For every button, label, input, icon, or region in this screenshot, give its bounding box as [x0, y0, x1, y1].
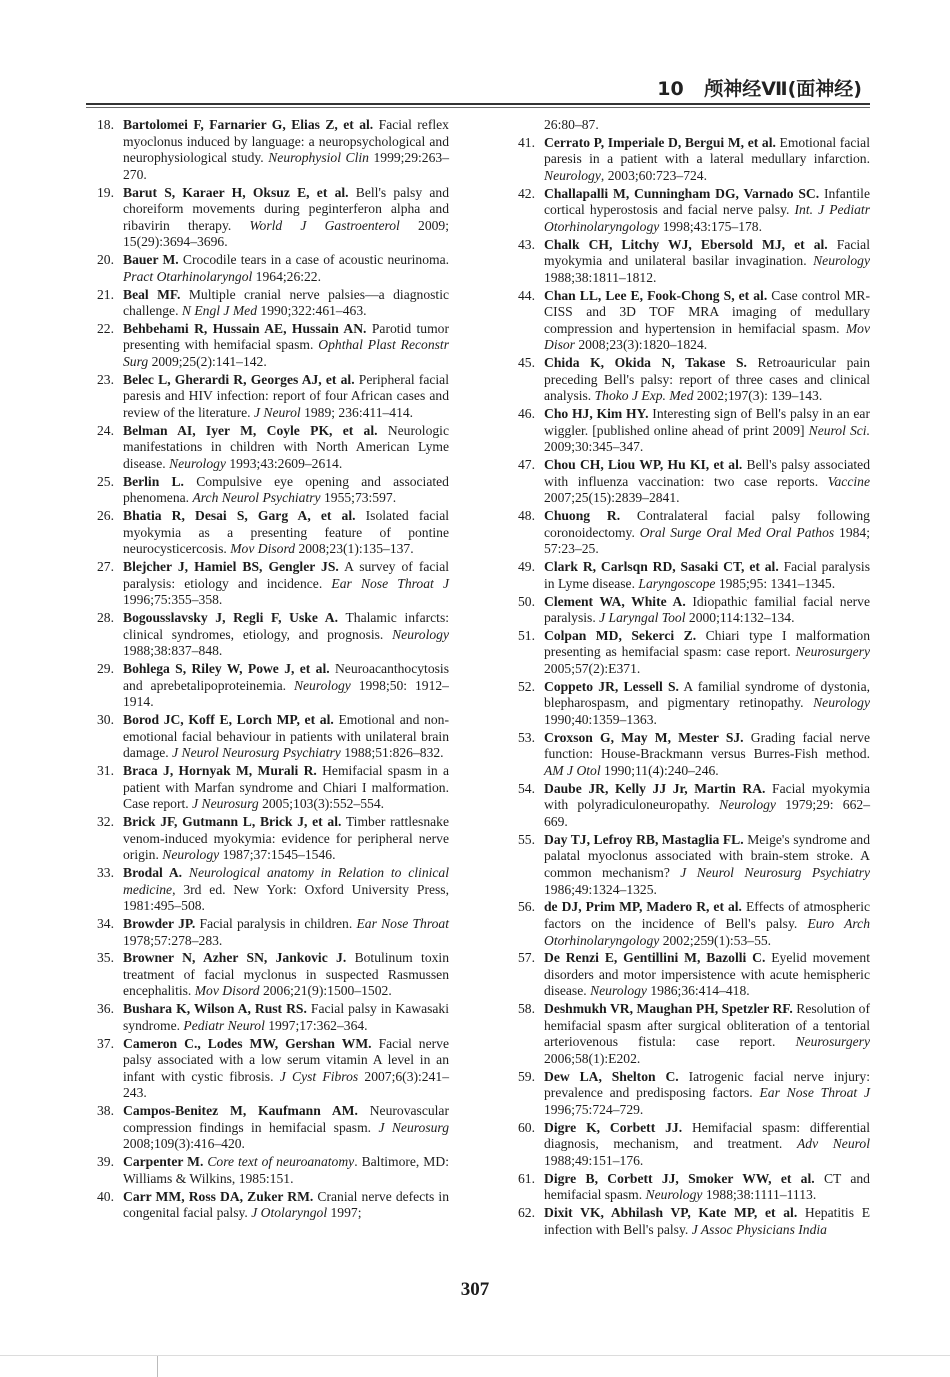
reference-citation: 1988;38:1811–1812. [544, 269, 657, 285]
reference-title: Botulinum toxin treatment of facial myclonus in suspected Rasmussen encephalitis. [123, 950, 449, 999]
reference-citation: 2009;25(2):141–142. [148, 354, 267, 370]
reference-journal: Pract Otarhinolaryngol [123, 268, 253, 284]
reference-number: 42. [518, 185, 535, 201]
reference-citation: 1990;322:461–463. [257, 303, 367, 319]
reference-item [507, 628, 870, 678]
reference-number: 34. [97, 915, 114, 931]
reference-title: A survey of facial paralysis: etiology and incidence. [123, 559, 450, 591]
reference-number: 59. [518, 1068, 535, 1084]
reference-item [86, 916, 449, 949]
reference-journal: Neurology [544, 167, 601, 183]
reference-authors: De Renzi E, Gentillini M, Bazolli C. [544, 950, 766, 966]
reference-number: 37. [97, 1035, 114, 1051]
reference-title: Bell's palsy and choreiform movements during peginterferon alpha and ribavirin therapy. [123, 184, 449, 233]
reference-citation: 2008;109(3):416–420. [123, 1136, 245, 1152]
reference-authors: de DJ, Prim MP, Madero R, et al. [544, 899, 742, 915]
reference-title: Isolated facial myokymia as a presenting feature of pontine neurocysticercosis. [123, 508, 450, 557]
header-rule-thin [86, 107, 870, 108]
reference-journal: World J Gastroenterol [249, 217, 400, 233]
running-header [657, 74, 862, 101]
reference-authors: Carpenter M. [123, 1154, 204, 1170]
reference-item [86, 814, 449, 864]
reference-item [507, 288, 870, 354]
reference-journal: Ear Nose Throat [356, 915, 449, 931]
page-number: 307 [460, 1279, 490, 1300]
reference-citation: 1988;38:837–848. [123, 643, 223, 659]
reference-item [507, 1171, 870, 1204]
reference-citation: 1996;75:724–729. [544, 1102, 644, 1117]
reference-item [86, 1103, 449, 1153]
reference-item [507, 1069, 870, 1119]
reference-journal: Neurology [813, 695, 870, 711]
reference-citation: 2008;23(3):1820–1824. [574, 337, 708, 353]
reference-authors: Beal MF. [123, 286, 181, 302]
reference-item [86, 372, 449, 422]
reference-item [86, 508, 449, 558]
reference-item [86, 763, 449, 813]
reference-item [86, 865, 449, 915]
reference-title: Resolution of hemifacial spasm after surgical obliteration of a tentorial arteriovenous fistula: case report. [544, 1001, 871, 1050]
reference-authors: Cameron C., Lodes MW, Gershan WM. [123, 1035, 372, 1051]
reference-item [86, 1001, 449, 1034]
reference-journal: Mov Disord [194, 983, 260, 999]
reference-number: 48. [518, 508, 535, 524]
reference-item [507, 832, 870, 898]
reference-number: 32. [97, 813, 114, 829]
reference-item [507, 730, 870, 780]
reference-title: Hepatitis E infection with Bell's palsy. [544, 1205, 870, 1237]
reference-title: Neurovascular compression findings in hemifacial spasm. [123, 1103, 449, 1135]
reference-authors: Clement WA, White A. [544, 593, 686, 609]
reference-citation: 1997;17:362–364. [264, 1017, 368, 1033]
reference-title: Timber rattlesnake venom-induced myokymia: evidence for peripheral nerve origin. [123, 813, 449, 863]
reference-authors: Braca J, Hornyak M, Murali R. [123, 763, 317, 778]
reference-journal: J Neurosurg [378, 1119, 449, 1135]
reference-journal: Neurology [162, 847, 220, 863]
reference-journal: Ear Nose Throat J [331, 575, 449, 591]
reference-journal: J Assoc Physicians India [691, 1221, 827, 1237]
reference-title: Hemifacial spasm in a patient with Marfan syndrome and Chiari I malformation. Case report. [123, 763, 449, 812]
reference-item [86, 1154, 449, 1187]
reference-journal: J Otolaryngol [251, 1205, 328, 1221]
reference-authors: Bushara K, Wilson A, Rust RS. [123, 1001, 307, 1017]
reference-journal: Vaccine [827, 473, 870, 489]
reference-item [86, 559, 449, 609]
reference-authors: Bauer M. [123, 252, 179, 268]
reference-title: Emotional and non-emotional facial behaviour in patients with unilateral brain damage. [123, 712, 449, 761]
reference-item [86, 610, 449, 660]
reference-number: 41. [518, 134, 535, 150]
footer-tick [157, 1356, 158, 1377]
reference-title: Peripheral facial paresis and HIV infection: report of four African cases and review of the literature. [123, 371, 449, 421]
reference-journal: J Laryngal Tool [599, 610, 686, 626]
reference-title: Crocodile tears in a case of acoustic neurinoma. [178, 252, 450, 268]
reference-item [86, 950, 449, 1000]
reference-number: 19. [97, 184, 114, 200]
reference-title: Facial paralysis in children. [195, 915, 357, 931]
reference-number: 46. [518, 406, 535, 422]
reference-citation: 2008;23(1):135–137. [295, 541, 414, 557]
reference-number: 57. [518, 950, 535, 966]
reference-journal: AM J Otol [544, 763, 601, 778]
reference-number: 60. [518, 1119, 535, 1135]
reference-journal: Pediatr Neurol [183, 1017, 265, 1033]
reference-title: A familial syndrome of dystonia, blepharospasm, and pigmentary retinopathy. [544, 678, 871, 711]
reference-citation: 1989; 236:411–414. [300, 405, 414, 421]
reference-number: 58. [518, 1001, 535, 1017]
chapter-title: 颅神经Ⅶ(面神经) [704, 78, 862, 100]
reference-journal: Adv Neurol [796, 1136, 870, 1152]
reference-title: Facial myokymia with polyradiculoneuropathy. [544, 780, 870, 813]
reference-item [86, 252, 449, 285]
reference-item [507, 355, 870, 405]
reference-citation: 1993;43:2609–2614. [225, 456, 343, 471]
reference-item [507, 186, 870, 236]
reference-title: Facial palsy in Kawasaki syndrome. [123, 1001, 449, 1033]
reference-authors: Carr MM, Ross DA, Zuker RM. [123, 1188, 314, 1204]
reference-title: Neuroacanthocytosis and aprebetalipoproteinemia. [123, 661, 449, 693]
reference-number: 50. [518, 593, 535, 609]
reference-number: 45. [518, 355, 535, 371]
reference-title: Thalamic infarcts: clinical syndromes, etiology, and prognosis. [123, 610, 450, 642]
reference-journal: Mov Disord [230, 541, 296, 557]
reference-authors: Browder JP. [123, 915, 196, 931]
reference-item [507, 594, 870, 627]
reference-title: Facial nerve palsy associated with a low serum vitamin A level in an infant with cystic fibrosis. [123, 1035, 449, 1084]
reference-number: 54. [518, 780, 535, 796]
reference-citation: , 2003;60:723–724. [600, 167, 707, 183]
reference-number: 24. [97, 422, 114, 438]
reference-title: Interesting sign of Bell's palsy in an ear wiggler. [published online ahead of print 2009] [544, 406, 870, 438]
reference-item [507, 781, 870, 831]
reference-authors: Berlin L. [123, 473, 184, 489]
reference-item [86, 117, 449, 183]
reference-journal: J Neurol Neurosurg Psychiatry [680, 864, 870, 880]
reference-journal: Neurological anatomy in Relation to clinical medicine [123, 864, 450, 897]
reference-journal: Ear Nose Throat J [759, 1085, 870, 1101]
reference-journal: Int. J Pediatr Otorhinolaryngology [544, 202, 870, 234]
reference-citation: 1988;51:826–832. [340, 745, 444, 761]
reference-title: Chiari type I malformation presenting as hemifacial spasm: case report. [544, 627, 870, 660]
reference-number: 27. [97, 559, 114, 575]
reference-title: Neurologic manifestations in children with North American Lyme disease. [123, 422, 449, 471]
reference-title: Facial paralysis in Lyme disease. [544, 559, 870, 591]
reference-title: Bell's palsy associated with influenza vaccination: two case reports. [544, 457, 870, 489]
reference-authors: Cerrato P, Imperiale D, Bergui M, et al. [544, 134, 776, 150]
reference-citation: 1984; 57:23–25. [544, 524, 870, 557]
reference-item [86, 287, 449, 320]
reference-citation: 1986;36:414–418. [646, 983, 750, 999]
reference-item [507, 237, 870, 287]
reference-authors: Chan LL, Lee E, Fook-Chong S, et al. [544, 287, 768, 303]
reference-journal: Oral Surge Oral Med Oral Pathos [639, 524, 835, 540]
reference-number: 53. [518, 729, 535, 745]
reference-citation: 1999;29:263–270. [123, 150, 449, 182]
reference-item [507, 1120, 870, 1170]
reference-authors: Borod JC, Koff E, Lorch MP, et al. [123, 712, 334, 728]
reference-title: Iatrogenic facial nerve injury: prevalence and predisposing factors. [544, 1068, 870, 1101]
reference-item [86, 321, 449, 371]
reference-journal: Neurology [590, 983, 647, 999]
reference-number: 39. [97, 1154, 114, 1170]
reference-item [86, 661, 449, 711]
reference-item [507, 950, 870, 1000]
reference-title: Hemifacial spasm: differential diagnosis, mechanism, and treatment. [544, 1119, 870, 1152]
reference-title: Parotid tumor presenting with hemifacial spasm. [123, 320, 449, 353]
reference-number: 21. [97, 286, 114, 302]
reference-number: 22. [97, 320, 114, 336]
reference-authors: Chida K, Okida N, Takase S. [544, 355, 747, 371]
reference-authors: Chou CH, Liou WP, Hu KI, et al. [544, 457, 743, 473]
reference-number: 36. [97, 1001, 114, 1017]
reference-citation: 2002;197(3): 139–143. [693, 388, 823, 404]
reference-citation: 2005;57(2):E371. [544, 661, 641, 677]
reference-authors: Day TJ, Lefroy RB, Mastaglia FL. [544, 831, 744, 847]
reference-authors: Barut S, Karaer H, Oksuz E, et al. [123, 184, 349, 200]
reference-authors: Digre B, Corbett JJ, Smoker WW, et al. [544, 1170, 815, 1186]
reference-number: 40. [97, 1188, 114, 1204]
reference-title: Retroauricular pain preceding Bell's palsy: report of three cases and clinical analysis. [544, 355, 870, 404]
reference-item [507, 406, 870, 456]
reference-number: 18. [97, 117, 114, 132]
reference-number: 55. [518, 831, 535, 847]
reference-number: 62. [518, 1205, 535, 1221]
reference-journal: J Neurosurg [192, 796, 259, 812]
reference-number: 51. [518, 627, 535, 643]
reference-citation: 1997; [327, 1205, 362, 1221]
reference-citation: 2009;30:345–347. [544, 439, 644, 455]
reference-title: Facial reflex myoclonus induced by language: a neuropsychological and neurophysiological study. [123, 117, 449, 166]
reference-citation: 1996;75:355–358. [123, 592, 223, 608]
reference-title: Idiopathic familial facial nerve paralysis. [544, 593, 870, 626]
reference-item [86, 712, 449, 762]
reference-title: Case control MR-CISS and 3D TOF MRA imaging of medullary compression and hypertension in hemifacial spasm. [544, 287, 870, 336]
reference-authors: Dew LA, Shelton C. [544, 1068, 679, 1084]
reference-number: 20. [97, 252, 114, 268]
reference-authors: Campos-Benitez M, Kaufmann AM. [123, 1103, 358, 1119]
reference-citation: 2000;114:132–134. [685, 610, 795, 626]
reference-journal: Neurol Sci. [808, 422, 870, 438]
reference-journal: Neurology [293, 677, 351, 693]
reference-number: 38. [97, 1103, 114, 1119]
reference-citation: 1979;29: 662–669. [544, 797, 870, 829]
reference-title: Emotional facial paresis in a patient with a lateral medullary infarction. [544, 134, 870, 167]
reference-authors: Coppeto JR, Lessell S. [544, 678, 679, 694]
reference-authors: Chuong R. [544, 508, 621, 524]
reference-title: Compulsive eye opening and associated phenomena. [123, 473, 449, 506]
reference-journal: J Neurol [253, 405, 301, 421]
reference-journal: Neurosurgery [795, 1034, 870, 1050]
reference-number: 30. [97, 712, 114, 728]
reference-title: Eyelid movement disorders and motor impersistence with acute hemispheric disease. [544, 950, 870, 999]
reference-authors: Bohlega S, Riley W, Powe J, et al. [123, 661, 330, 677]
reference-authors: Daube JR, Kelly JJ Jr, Martin RA. [544, 780, 766, 796]
reference-item [507, 559, 870, 592]
reference-journal: Thoko J Exp. Med [594, 388, 694, 404]
reference-journal: Neurology [813, 253, 870, 269]
reference-citation: 1985;95: 1341–1345. [715, 575, 836, 591]
reference-citation: 1955;73:597. [320, 490, 397, 506]
reference-number: 43. [518, 236, 535, 252]
reference-number: 25. [97, 473, 114, 489]
reference-number: 49. [518, 559, 535, 575]
reference-number: 47. [518, 457, 535, 473]
reference-citation: 2007;6(3):241–243. [123, 1068, 449, 1101]
reference-authors: Belman AI, Iyer M, Coyle PK, et al. [123, 422, 378, 438]
reference-journal: Neurology [392, 626, 449, 642]
reference-authors: Colpan MD, Sekerci Z. [544, 627, 697, 643]
reference-authors: Belec L, Gherardi R, Georges AJ, et al. [123, 371, 355, 387]
reference-item [86, 1036, 449, 1102]
reference-title [182, 865, 189, 880]
reference-item [507, 1205, 870, 1238]
reference-citation: 1987;37:1545–1546. [219, 847, 336, 863]
reference-citation: 2005;103(3):552–554. [258, 796, 385, 812]
footer-divider [0, 1355, 950, 1356]
reference-citation: 1986;49:1324–1325. [544, 881, 657, 897]
reference-journal: Neurophysiol Clin [268, 150, 369, 166]
reference-citation: 1988;38:1111–1113. [702, 1187, 817, 1203]
reference-journal: Ophthal Plast Reconstr Surg [123, 337, 449, 370]
reference-number: 26. [97, 508, 114, 524]
reference-item [507, 1001, 870, 1067]
reference-journal: J Cyst Fibros [279, 1068, 359, 1084]
reference-citation: 1998;43:175–178. [659, 218, 763, 234]
reference-citation: 2002;259(1):53–55. [659, 932, 772, 948]
reference-authors: Dixit VK, Abhilash VP, Kate MP, et al. [544, 1205, 798, 1221]
reference-journal: N Engl J Med [181, 303, 258, 319]
reference-item [86, 474, 449, 507]
reference-citation: 1964;26:22. [252, 268, 322, 284]
reference-authors: Browner N, Azher SN, Jankovic J. [123, 950, 347, 966]
reference-number: 23. [97, 371, 114, 387]
reference-title: Cranial nerve defects in congenital facial palsy. [123, 1188, 449, 1221]
reference-title: Facial myokymia and unilateral basilar invagination. [544, 236, 870, 269]
reference-number: 28. [97, 610, 114, 626]
reference-item [507, 508, 870, 558]
reference-continuation: 26:80–87. [544, 117, 599, 132]
reference-number: 56. [518, 899, 535, 915]
reference-item [86, 185, 449, 251]
reference-number: 52. [518, 678, 535, 694]
reference-citation: 2006;58(1):E202. [544, 1051, 641, 1067]
reference-citation: 1998;50: 1912–1914. [123, 677, 449, 710]
reference-number: 33. [97, 864, 114, 880]
reference-title: CT and hemifacial spasm. [544, 1170, 870, 1203]
reference-authors: Bhatia R, Desai S, Garg A, et al. [123, 508, 356, 524]
reference-journal: Neurology [645, 1187, 703, 1203]
reference-citation: . Baltimore, MD: Williams & Wilkins, 1985:151. [123, 1154, 449, 1186]
reference-title: Infantile cortical hyperostosis and facial nerve palsy. [544, 185, 870, 218]
reference-citation: 1990;40:1359–1363. [544, 712, 657, 728]
reference-number: 31. [97, 763, 114, 778]
reference-item [507, 135, 870, 185]
reference-journal: J Neurol Neurosurg Psychiatry [172, 745, 341, 761]
reference-number: 35. [97, 950, 114, 966]
reference-item [507, 679, 870, 729]
reference-authors: Behbehami R, Hussain AE, Hussain AN. [123, 320, 367, 336]
reference-authors: Challapalli M, Cunningham DG, Varnado SC. [544, 185, 820, 201]
reference-title: Effects of atmospheric factors on the incidence of Bell's palsy. [544, 899, 871, 931]
reference-citation: 1988;49:151–176. [544, 1152, 644, 1168]
header-rule [86, 103, 870, 105]
reference-authors: Clark R, Carlsqn RD, Sasaki CT, et al. [544, 559, 779, 575]
reference-journal: Neurology [719, 797, 776, 813]
reference-item [507, 899, 870, 949]
reference-journal: Laryngoscope [638, 575, 716, 591]
reference-journal: Euro Arch Otorhinolaryngology [544, 915, 870, 948]
chapter-number: 10 [657, 78, 684, 100]
reference-citation: 1978;57:278–283. [123, 932, 223, 948]
reference-journal: Arch Neurol Psychiatry [192, 490, 321, 506]
reference-authors: Cho HJ, Kim HY. [544, 406, 649, 422]
reference-number: 29. [97, 661, 114, 677]
reference-authors: Blejcher J, Hamiel BS, Gengler JS. [123, 559, 339, 575]
reference-title: Grading facial nerve function: House-Brackmann versus Burres-Fish method. [544, 729, 870, 762]
reference-number: 44. [518, 287, 535, 303]
reference-item [507, 457, 870, 507]
reference-title: Meige's syndrome and palatal myoclonus associated with brain-stem stroke. A common mechanism? [544, 831, 870, 880]
reference-authors: Chalk CH, Litchy WJ, Ebersold MJ, et al. [544, 236, 828, 252]
reference-journal: Core text of neuroanatomy [207, 1154, 355, 1170]
reference-number: 61. [518, 1170, 535, 1186]
reference-title: Contralateral facial palsy following coronoidectomy. [544, 508, 870, 540]
reference-authors: Bogousslavsky J, Regli F, Uske A. [123, 610, 339, 626]
reference-authors: Digre K, Corbett JJ. [544, 1119, 683, 1135]
reference-journal: Neurosurgery [795, 644, 870, 660]
reference-item [86, 1189, 449, 1222]
right-reference-column [507, 117, 870, 1240]
reference-citation: 1990;11(4):240–246. [600, 763, 719, 778]
left-reference-column [86, 117, 449, 1223]
reference-journal: Neurology [169, 456, 226, 471]
reference-citation: 2007;25(15):2839–2841. [544, 490, 680, 506]
reference-item [86, 423, 449, 473]
reference-authors: Bartolomei F, Farnarier G, Elias Z, et al. [123, 117, 374, 132]
reference-citation: , 3rd ed. New York: Oxford University Press, 1981:495–508. [123, 881, 449, 914]
reference-authors: Brick JF, Gutmann L, Brick J, et al. [123, 813, 342, 829]
reference-title: Multiple cranial nerve palsies—a diagnostic challenge. [123, 286, 450, 319]
reference-authors: Croxson G, May M, Mester SJ. [544, 729, 744, 745]
reference-authors: Deshmukh VR, Maughan PH, Spetzler RF. [544, 1001, 793, 1017]
reference-citation: 2006;21(9):1500–1502. [259, 983, 392, 999]
reference-citation: 2009; 15(29):3694–3696. [123, 217, 449, 250]
reference-journal: Mov Disor [544, 320, 870, 353]
reference-authors: Brodal A. [123, 864, 183, 880]
